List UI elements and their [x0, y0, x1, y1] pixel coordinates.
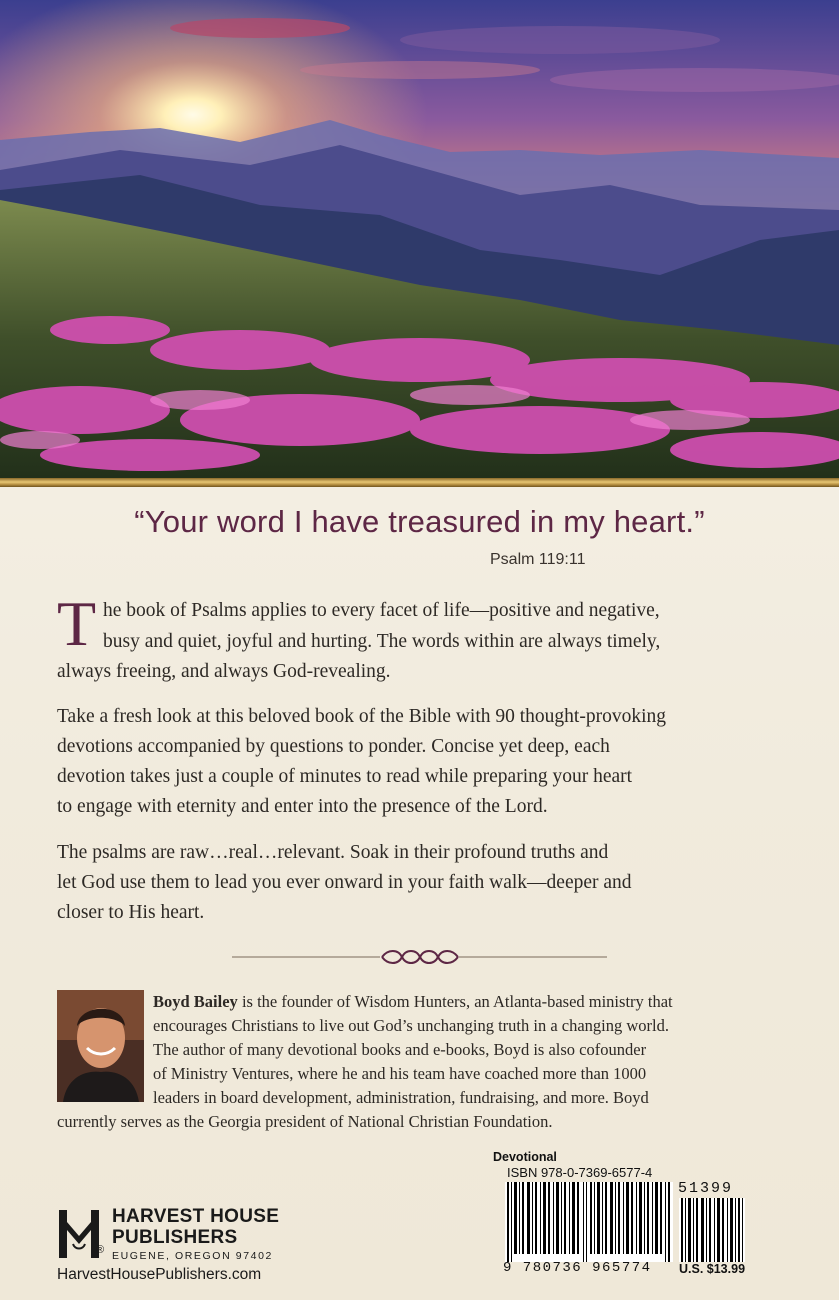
- price-label: U.S. $13.99: [679, 1262, 746, 1276]
- author-name: Boyd Bailey: [153, 992, 238, 1011]
- paragraph-3-line-1: The psalms are raw…real…relevant. Soak in their profound truths and: [57, 842, 609, 863]
- author-bio-line-6: currently serves as the Georgia president of National Christian Foundation.: [57, 1112, 553, 1131]
- paragraph-2-line-4: to engage with eternity and enter into the presence of the Lord.: [57, 796, 548, 817]
- gold-divider-bar: [0, 478, 839, 487]
- barcode-area: [493, 1150, 785, 1275]
- author-bio-line-1-text: is the founder of Wisdom Hunters, an Atlanta-based ministry that: [237, 992, 673, 1011]
- author-bio-line-3: The author of many devotional books and e-books, Boyd is also cofounder: [153, 1040, 647, 1059]
- paragraph-3-line-3: closer to His heart.: [57, 902, 205, 923]
- paragraph-1-line-3: always freeing, and always God-revealing.: [57, 661, 391, 682]
- isbn-barcode: [505, 1182, 673, 1262]
- paragraph-1-line-2: busy and quiet, joyful and hurting. The words within are always timely,: [103, 631, 661, 652]
- drop-cap: T: [57, 588, 97, 659]
- paragraph-2-line-3: devotion takes just a couple of minutes to read while preparing your heart: [57, 766, 633, 787]
- publisher-name-line-1: HARVEST HOUSE: [112, 1206, 280, 1227]
- scripture-quote: “Your word I have treasured in my heart.”: [134, 504, 705, 539]
- registered-mark: ®: [96, 1244, 105, 1256]
- mountain-sunrise-image: [0, 0, 839, 478]
- scripture-reference: Psalm 119:11: [490, 551, 586, 568]
- price-barcode: [679, 1198, 745, 1262]
- author-photo: [57, 990, 144, 1102]
- author-bio-line-1: [153, 990, 793, 1014]
- author-bio-line-5: leaders in board development, administration, fundraising, and more. Boyd: [153, 1088, 649, 1107]
- paragraph-3-line-2: let God use them to lead you ever onward in your faith walk—deeper and: [57, 872, 632, 893]
- paragraph-2-line-1: Take a fresh look at this beloved book of the Bible with 90 thought-provoking: [57, 706, 666, 727]
- harvest-house-logo-icon: [57, 1208, 101, 1260]
- author-bio-line-4: of Ministry Ventures, where he and his team have coached more than 1000: [153, 1064, 647, 1083]
- publisher-website-link[interactable]: HarvestHousePublishers.com: [57, 1266, 262, 1283]
- price-code-digits: 51399: [678, 1180, 734, 1197]
- author-bio-line-2: encourages Christians to live out God’s unchanging truth in a changing world.: [153, 1016, 669, 1035]
- category-label: Devotional: [493, 1150, 557, 1164]
- publisher-location: EUGENE, OREGON 97402: [112, 1250, 273, 1262]
- ornament-divider: [232, 945, 607, 969]
- publisher-name-line-2: PUBLISHERS: [112, 1227, 238, 1248]
- ean-digits: 9 780736 965774: [503, 1260, 652, 1276]
- paragraph-2-line-2: devotions accompanied by questions to ponder. Concise yet deep, each: [57, 736, 610, 757]
- isbn-label: ISBN 978-0-7369-6577-4: [507, 1165, 653, 1180]
- paragraph-1-line-1: he book of Psalms applies to every facet of life—positive and negative,: [103, 600, 660, 621]
